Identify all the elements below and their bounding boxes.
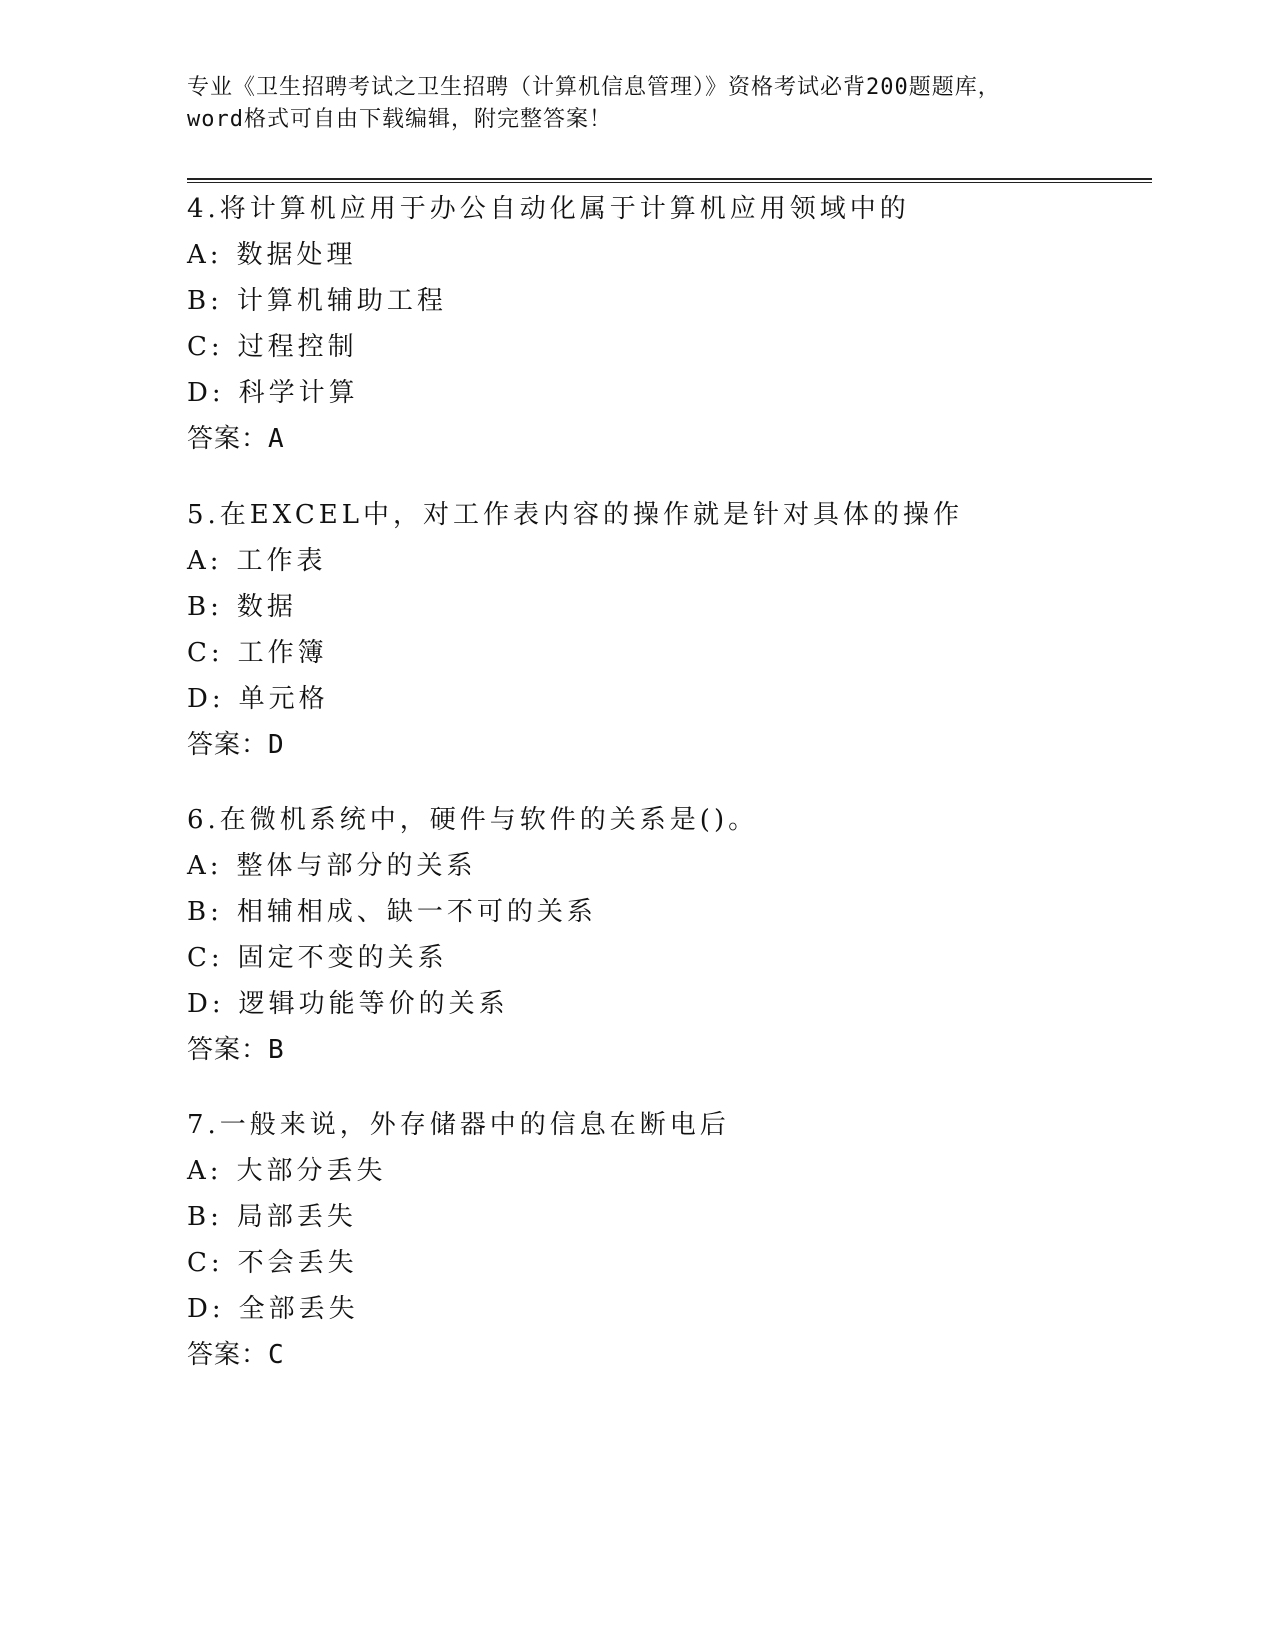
option-letter: C: xyxy=(187,943,224,973)
option-b xyxy=(187,889,1147,935)
option-letter: D: xyxy=(187,684,225,714)
option-b xyxy=(187,278,1147,324)
option-letter: A: xyxy=(187,851,223,881)
option-text: 过程控制 xyxy=(237,332,358,362)
question-block xyxy=(187,186,1147,462)
option-letter: A: xyxy=(187,1156,223,1186)
question-stem: 5.在EXCEL中，对工作表内容的操作就是针对具体的操作 xyxy=(187,500,963,530)
option-text: 数据处理 xyxy=(236,240,357,270)
question-block xyxy=(187,797,1147,1073)
option-a xyxy=(187,232,1147,278)
question-block xyxy=(187,1102,1147,1378)
option-b xyxy=(187,1194,1147,1240)
option-text: 不会丢失 xyxy=(237,1248,358,1278)
option-text: 计算机辅助工程 xyxy=(236,286,447,316)
option-text: 整体与部分的关系 xyxy=(236,851,477,881)
option-text: 相辅相成、缺一不可的关系 xyxy=(236,897,597,927)
option-letter: B: xyxy=(187,1202,223,1232)
option-letter: A: xyxy=(187,546,223,576)
option-letter: C: xyxy=(187,1248,224,1278)
option-letter: B: xyxy=(187,897,223,927)
option-letter: B: xyxy=(187,592,223,622)
option-letter: D: xyxy=(187,989,225,1019)
header-title-line-2: word格式可自由下载编辑，附完整答案！ xyxy=(187,107,612,132)
option-a xyxy=(187,538,1147,584)
question-stem: 6.在微机系统中，硬件与软件的关系是()。 xyxy=(187,805,759,835)
answer-label: 答案：C xyxy=(187,1340,285,1370)
option-d xyxy=(187,981,1147,1027)
option-c xyxy=(187,935,1147,981)
option-a xyxy=(187,1148,1147,1194)
option-letter: C: xyxy=(187,638,224,668)
option-text: 局部丢失 xyxy=(236,1202,357,1232)
option-text: 数据 xyxy=(236,592,297,622)
option-c xyxy=(187,324,1147,370)
option-text: 单元格 xyxy=(238,684,329,714)
header-divider-thin xyxy=(187,182,1152,183)
option-letter: D: xyxy=(187,1294,225,1324)
option-text: 大部分丢失 xyxy=(236,1156,387,1186)
option-text: 工作簿 xyxy=(237,638,328,668)
option-a xyxy=(187,843,1147,889)
option-b xyxy=(187,584,1147,630)
question-block xyxy=(187,492,1147,768)
option-d xyxy=(187,676,1147,722)
answer-label: 答案：D xyxy=(187,730,285,760)
option-text: 逻辑功能等价的关系 xyxy=(238,989,509,1019)
option-letter: D: xyxy=(187,378,225,408)
option-c xyxy=(187,1240,1147,1286)
answer-label: 答案：A xyxy=(187,424,285,454)
option-d xyxy=(187,370,1147,416)
option-text: 全部丢失 xyxy=(238,1294,359,1324)
answer-label: 答案：B xyxy=(187,1035,285,1065)
header-divider-thick xyxy=(187,178,1152,180)
option-c xyxy=(187,630,1147,676)
option-letter: C: xyxy=(187,332,224,362)
option-d xyxy=(187,1286,1147,1332)
option-letter: B: xyxy=(187,286,223,316)
option-text: 科学计算 xyxy=(238,378,359,408)
document-header xyxy=(187,72,1077,136)
option-letter: A: xyxy=(187,240,223,270)
option-text: 工作表 xyxy=(236,546,327,576)
header-title-line-1: 专业《卫生招聘考试之卫生招聘（计算机信息管理）》资格考试必背200题题库， xyxy=(187,75,1001,100)
question-stem: 4.将计算机应用于办公自动化属于计算机应用领域中的 xyxy=(187,194,910,224)
option-text: 固定不变的关系 xyxy=(237,943,448,973)
question-stem: 7.一般来说，外存储器中的信息在断电后 xyxy=(187,1110,730,1140)
